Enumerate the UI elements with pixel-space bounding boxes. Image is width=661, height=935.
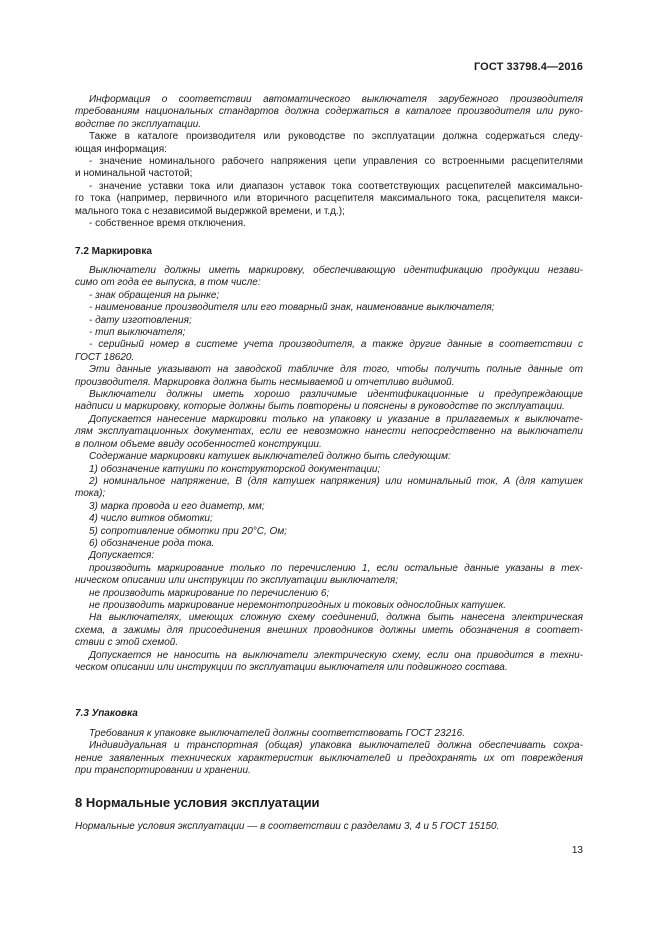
section-8-text	[75, 821, 583, 833]
section-title: 7.3 Упаковка	[75, 708, 138, 719]
text-line: - серийный номер в системе учета производителя, а также другие данные в соответствии с	[89, 339, 583, 351]
text-line: - дату изготовления;	[89, 314, 192, 326]
text-line: 6) обозначение рода тока.	[89, 537, 215, 549]
paragraph: Нормальные условия эксплуатации — в соответствии с разделами 3, 4 и 5 ГОСТ 15150.	[75, 821, 500, 832]
text-line: при транспортировании и хранении.	[75, 765, 251, 777]
section-8-heading	[75, 797, 583, 809]
text-line: - значение уставки тока или диапазон уставок тока соответствующих расцепителей максимально-	[89, 180, 583, 192]
text-line: Требования к упаковке выключателей должны соответствовать ГОСТ 23216.	[89, 728, 466, 739]
text-line: лям эксплуатационных документах, если ее невозможно нанести непосредственно на выключатели	[75, 426, 583, 438]
text-line: мального тока с независимой выдержкой времени, и т.д.);	[75, 205, 345, 217]
section-7-3-heading	[75, 708, 583, 720]
text-line: не производить маркирование неремонтопригодных и токовых однослойных катушек.	[89, 599, 507, 611]
text-line: Допускается не наносить на выключатели электрическую схему, если она приводится в техни-	[89, 649, 583, 661]
text-line: ГОСТ 18620.	[75, 351, 135, 363]
text-line: - тип выключателя;	[89, 327, 186, 339]
text-line: го тока (например, первичного или вторичного расцепителя максимального тока, расцепителя макси-	[75, 193, 583, 205]
text-line: - значение номинального рабочего напряжения цепи управления со встроенными расцепителями	[89, 156, 583, 168]
text-line: производить маркирование только по перечислению 1, если остальные данные указаны в тех-	[89, 562, 583, 574]
section-7-2-heading	[75, 246, 583, 258]
text-line: На выключателях, имеющих сложную схему соединений, должна быть нанесена электрическая	[89, 612, 583, 624]
text-line: Содержание маркировки катушек выключателей должно быть следующим:	[89, 451, 451, 463]
text-line: 3) марка провода и его диаметр, мм;	[89, 500, 265, 512]
text-line: ческом описании или инструкции по эксплуатации выключателя или подвижного состава.	[75, 662, 508, 673]
section-title: 8 Нормальные условия эксплуатации	[75, 795, 320, 810]
text-line: Эти данные указывают на заводской табличке для того, чтобы получить полные данные от	[89, 364, 583, 376]
text-line: Допускается:	[89, 550, 155, 562]
text-line: ническом описании или инструкции по эксплуатации выключателя;	[75, 575, 399, 587]
text-line: Допускается нанесение маркировки только на упаковку и указание в прилагаемых к выключате-	[89, 413, 583, 425]
text-line: требованиям национальных стандартов должна содержаться в каталоге производителя или руко-	[75, 106, 583, 118]
text-line: надписи и маркировку, которые должны быть повторены и пояснены в руководстве по эксплуатации.	[75, 401, 565, 413]
packaging-block	[75, 728, 583, 778]
marking-block	[75, 265, 583, 674]
text-line: водстве по эксплуатации.	[75, 118, 202, 130]
text-line: ющая информация:	[75, 143, 167, 155]
text-line: Также в каталоге производителя или руководстве по эксплуатации должна содержаться следу-	[89, 131, 583, 143]
standard-code: ГОСТ 33798.4—2016	[473, 61, 583, 73]
text-line: тока);	[75, 488, 106, 500]
text-line: Выключатели должны иметь хорошо различимые идентификационные и предупреждающие	[89, 389, 583, 401]
text-line: и номинальной частотой;	[75, 168, 193, 180]
intro-block	[75, 94, 583, 230]
text-line: ствии с этой схемой.	[75, 637, 179, 649]
text-line: - знак обращения на рынке;	[89, 289, 220, 301]
text-line: Информация о соответствии автоматического выключателя зарубежного производителя	[89, 94, 583, 105]
section-title: 7.2 Маркировка	[75, 246, 152, 257]
text-line: 2) номинальное напряжение, В (для катушек напряжения) или номинальный ток, А (для катушек	[89, 475, 583, 487]
text-line: в полном объеме ввиду особенностей конструкции.	[75, 438, 322, 450]
text-line: производителя. Маркировка должна быть несмываемой и отчетливо видимой.	[75, 376, 455, 388]
text-line: 1) обозначение катушки по конструкторской документации;	[89, 463, 381, 475]
page-number: 13	[571, 845, 583, 856]
text-line: не производить маркирование по перечислению 6;	[89, 587, 330, 599]
text-line: - собственное время отключения.	[89, 218, 246, 230]
text-line: Индивидуальная и транспортная (общая) упаковка выключателей должна обеспечивать сохра-	[89, 740, 583, 752]
text-line: - наименование производителя или его товарный знак, наименование выключателя;	[89, 302, 495, 314]
text-line: схема, а зажимы для присоединения внешних проводников должны иметь обозначения в соответ-	[75, 624, 583, 636]
text-line: симо от года ее выпуска, в том числе:	[75, 277, 261, 289]
text-line: 5) сопротивление обмотки при 20°С, Ом;	[89, 525, 287, 537]
text-line: Выключатели должны иметь маркировку, обеспечивающую идентификацию продукции незави-	[89, 265, 583, 276]
text-line: нение заявленных технических характеристик выключателей и предохранять их от повреждения	[75, 752, 583, 764]
text-line: 4) число витков обмотки;	[89, 513, 213, 525]
